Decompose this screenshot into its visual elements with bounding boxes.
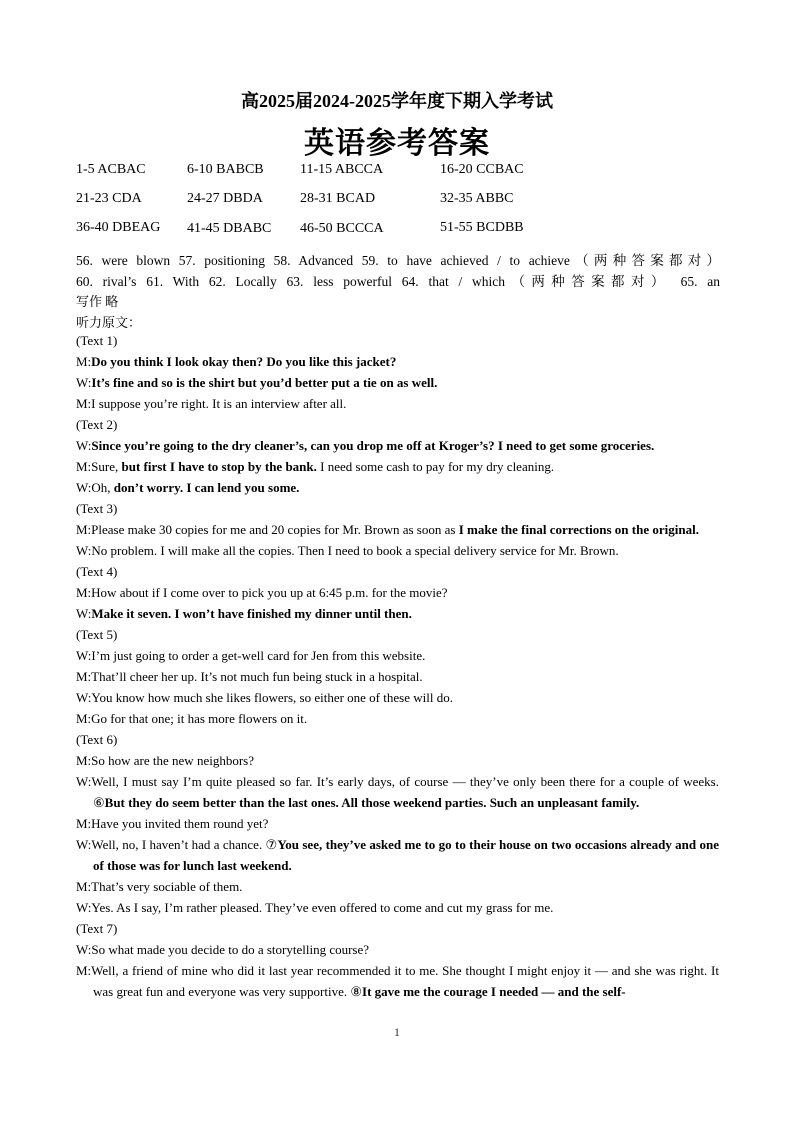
answer-28-31: 28-31 BCAD (300, 191, 376, 206)
text-5-line-2: M:That’ll cheer her up. It’s not much fun being stuck in a hospital. (76, 669, 423, 684)
answer-51-55: 51-55 BCDBB (440, 220, 524, 235)
answer-32-35: 32-35 ABBC (440, 191, 514, 206)
text-1-label: (Text 1) (76, 333, 118, 348)
text-6-line-6: W:Yes. As I say, I’m rather pleased. They’ve even offered to come and cut my grass for me. (76, 900, 554, 915)
text-2-label: (Text 2) (76, 417, 118, 432)
text-2-line-1: W:Since you’re going to the dry cleaner’s, can you drop me off at Kroger’s? I need to get some groceries. (76, 438, 655, 453)
text-4-line-1: M:How about if I come over to pick you up at 6:45 p.m. for the movie? (76, 585, 448, 600)
text-6-label: (Text 6) (76, 732, 118, 747)
answer-1-5: 1-5 ACBAC (76, 162, 146, 177)
text-1-line-3: M:I suppose you’re right. It is an interview after all. (76, 396, 347, 411)
grammar-answers-line-1: 56. were blown 57. positioning 58. Advanced 59. to have achieved / to achieve（两种答案都对） (76, 253, 720, 268)
text-6-line-5: M:That’s very sociable of them. (76, 879, 243, 894)
text-3-line-1: M:Please make 30 copies for me and 20 copies for Mr. Brown as soon as I make the final corrections on the original. (76, 522, 699, 537)
listening-heading: 听力原文： (76, 315, 142, 330)
answer-11-15: 11-15 ABCCA (300, 162, 384, 177)
text-1-line-1: M:Do you think I look okay then? Do you like this jacket? (76, 354, 397, 369)
text-5-line-1: W:I’m just going to order a get-well card for Jen from this website. (76, 648, 426, 663)
text-6-line-1: M:So how are the new neighbors? (76, 753, 254, 768)
text-6-line-2: W:Well, I must say I’m quite pleased so far. It’s early days, of course — they’ve only been there for a couple of weeks. ⑥But they do seem better than the last ones. All those weekend parties. Such an unpleasant family. (76, 774, 719, 810)
listening-transcript (76, 330, 719, 1002)
main-title: 英语参考答案 (304, 127, 490, 160)
text-6-line-4: W:Well, no, I haven’t had a chance. ⑦You see, they’ve asked me to go to their house on two occasions already and one of those was for lunch last weekend. (76, 837, 719, 873)
answer-21-23: 21-23 CDA (76, 191, 142, 206)
text-5-label: (Text 5) (76, 627, 118, 642)
text-6-line-3: M:Have you invited them round yet? (76, 816, 269, 831)
text-4-line-2: W:Make it seven. I won’t have finished my dinner until then. (76, 606, 412, 621)
answer-36-40: 36-40 DBEAG (76, 220, 161, 235)
text-5-line-3: W:You know how much she likes flowers, so either one of these will do. (76, 690, 453, 705)
answer-16-20: 16-20 CCBAC (440, 162, 524, 177)
text-7-line-1: W:So what made you decide to do a storytelling course? (76, 942, 370, 957)
answer-6-10: 6-10 BABCB (187, 162, 264, 177)
answer-41-45: 41-45 DBABC (187, 221, 272, 236)
text-3-line-2: W:No problem. I will make all the copies. Then I need to book a special delivery service for Mr. Brown. (76, 543, 619, 558)
page-number: 1 (394, 1025, 400, 1039)
answer-24-27: 24-27 DBDA (187, 191, 263, 206)
text-3-label: (Text 3) (76, 501, 118, 516)
text-1-line-2: W:It’s fine and so is the shirt but you’d better put a tie on as well. (76, 375, 438, 390)
grammar-answers-line-2: 60. rival’s 61. With 62. Locally 63. less powerful 64. that / which（两种答案都对） 65. an (76, 274, 720, 289)
text-2-line-3: W:Oh, don’t worry. I can lend you some. (76, 480, 300, 495)
exam-title: 高2025届2024-2025学年度下期入学考试 (241, 91, 553, 111)
text-5-line-4: M:Go for that one; it has more flowers on it. (76, 711, 308, 726)
text-4-label: (Text 4) (76, 564, 118, 579)
writing-note: 写作 略 (76, 294, 119, 309)
answer-46-50: 46-50 BCCCA (300, 221, 384, 236)
text-7-label: (Text 7) (76, 921, 118, 936)
text-2-line-2: M:Sure, but first I have to stop by the bank. I need some cash to pay for my dry cleaning. (76, 459, 555, 474)
text-7-line-2: M:Well, a friend of mine who did it last year recommended it to me. She thought I might enjoy it — and she was right. It was great fun and everyone was very supportive. ⑧It gave me the courage I needed — and the self- (76, 963, 719, 999)
